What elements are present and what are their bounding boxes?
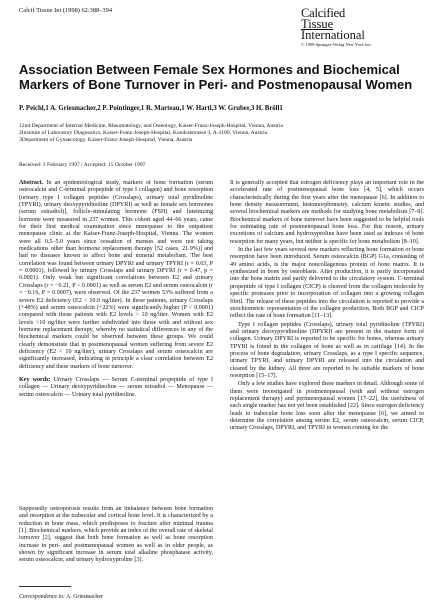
author-list: P. Peichl,1 A. Griesmacher,2 P. Pointinger,1 R. Marteau,1 W. Hartl,3 W. Gruber,3 H. Bröll1 [19, 105, 283, 112]
right-paragraph-1: It is generally accepted that estrogen deficiency plays an important role in the accelerated rate of postmenopausal bone loss [4, 5], which occurs characteristically during the first years after the menopause [6]. In addition to bone density measurement, histomorphometry, calcium kinetic studies, and several biochemical markers are methods for studying bone metabolism [7–9]. Biochemical markers of bone turnover have been suggested to be helpful tools for estimating rate of postmenopausal bone loss. For this reason, urinary excretions of calcium and hydroxyproline have been used as indexes of bone resorption for many years, but neither is specific for bone metabolism [8–10]. [230, 180, 424, 245]
brand-line-2: Tissue [301, 17, 334, 31]
brand-line-3: International [301, 28, 365, 42]
article-title: Association Between Female Sex Hormones and Biochemical Markers of Bone Turnover in Peri- and Postmenopausal Women [19, 62, 413, 92]
affiliation-2: 2Institute of Laboratory Diagnostics, Kaiser-Franz-Joseph-Hospital, Kundratstrasse 3, A-1100, Vienna, Austria [19, 130, 268, 137]
intro-left-column [19, 506, 213, 586]
keywords-text: Urinary Crosslaps — Serum C-terminal propeptide of type I collagen — Urinary deoxypyridinoline — serum estradiol — Menopause — serum osteocalcin — Urinary total pyridinoline. [19, 376, 213, 398]
right-paragraph-2: In the last few years several new markers reflecting bone formation or bone resorption have been introduced. Serum osteocalcin (BGP) G1a, consisting of 49 amino acids, is the major noncollagenous protein of bone matrix. It is synthesized in bone by osteoblasts. After production, it is partly incorporated into the bone matrix and partly delivered to the circulatory system. C-terminal propeptide of type I collagen (CICP) is cleaved from the collagen molecule by specific proteases prior to incorporation of collagen into a growing collagen fibril. The release of these peptides into the circulation is reported to provide a stoichiometric representation of the collagen production. Both BGP and CICP reflect the rate of bone formation [11–13]. [230, 247, 424, 320]
abstract-paragraph [19, 180, 213, 371]
right-column [230, 180, 424, 600]
right-paragraph-4: Only a few studies have explored these markers in detail. Although some of them were investigated in postmenopausal (with and without estrogen replacement therapy) and perimenopausal women [17–22], the usefulness of each single marker has not yet been established [22]. Since estrogen deficiency leads to trabecular bone loss soon after the menopause [6], we aimed to determine the correlation among serum E2, serum osteocalcin, serum CICP, urinary Crosslaps, DPYRI, and TPYRI in women coming for the [230, 381, 424, 432]
abstract-column [19, 180, 213, 495]
affiliations [19, 123, 424, 145]
keywords-label: Key words: [19, 376, 51, 383]
intro-paragraph: Supposedly osteoporosis results from an imbalance between bone formation and resorption at the trabecular and cortical bone level. It is characterized by a reduction in bone mass, which predisposes to fracture after minimal trauma [1]. Biochemical markers, which provide an index of the overall rate of skeletal turnover [2], suggest that both bone formation as well as bone resorption increase in peri- and postmenopausal women as well as in older people, as shown by significant increase in serum total alkaline phosphatase activity, serum osteocalcin, and urinary hydroxyproline [3]. [19, 506, 213, 564]
right-paragraph-3: Type I collagen peptides (Crosslaps), urinary total pyridinoline (TPYRI) and urinary deoxypyridinoline (DPYRI) are present in the mature form of collagen. Urinary DPYRI is reported to be specific for bones, whereas urinary TPYRI is found in the collagen of bone as well as in cartilage [14]. In the process of bone degradation, urinary Crosslaps, as a type I specific sequence, urinary TPYRI, and urinary DPYRI are released into the circulation and cleared by the kidney. All three are reported to be suitable markers of bone resorption [15–17]. [230, 321, 424, 379]
received-dates: Received: 3 February 1997 / Accepted: 15 October 1997 [19, 162, 146, 168]
brand-line-1: Calcified [301, 6, 346, 20]
keywords-paragraph [19, 377, 213, 399]
footnote-separator [19, 586, 71, 587]
affiliation-1: 12nd Department of Internal Medicine, Rheumatology, and Osteology, Kaiser-Franz-Joseph-Hospital, Vienna, Austria [19, 123, 283, 129]
correspondence-line [19, 594, 103, 600]
abstract-label: Abstract. [19, 180, 44, 186]
copyright-line: © 1998 Springer-Verlag New York Inc. [301, 42, 372, 47]
affiliation-3: 3Department of Gynaecology, Kaiser-Franz-Joseph-Hospital, Vienna, Austria [19, 137, 193, 144]
abstract-text: In an epidemiological study, markers of bone formation (serum osteocalcin and C-terminal propeptide of type I collagen) and bone resorption (urinary type I collagen peptides (Crosslaps), urinary total pyridinoline (TPYRI), urinary deoxypyridinoline (DPYRI) as well as female sex hormones (serum estradiol)], follicle-stimulating hormone (FSH) and luteinizing hormone were measured in 237 women. This cohort aged 44–66 years, came for their first medical examination since menopause to the outpatient menopause clinic at the Kaiser-Franz-Joseph-Hospital, Vienna. The women were all 0.5–5.0 years since cessation of menses and were not taking medications other than hormone replacement therapy [52 cases, 21.9%)] and had no diseases known to affect bone and mineral metabolism. The best correlation was found between urinary DPYRI and urinary TPYRI (r = 0.63, P = 0.0001), followed by urinary Crosslaps and urinary DPYRI (r = 0.47, p = 0.0001). Only weak but significant correlations between E2 and urinary Crosslaps (r = −0.21, P < 0.0001) as well as serum E2 and serum osteocalcin (r = −0.16, P = 0.0007), were observed. Of the 237 women 53% suffered from a severe E2 deficiency (E2 < 10.0 ng/liter). In these patients, urinary Crosslaps (+48%) and serum osteocalcin (+22%) were significantly higher (P < 0.0001) compared with those patients with E2 levels > 10 ng/liter. Women with E2 levels >10 ng/liter were further subdivided into those with and without sex hormone replacement therapy, whereby no statistical differences in any of the biochemical markers could be observed between these groups. We could clearly demonstrate that in postmenopausal women suffering from severe E2 deficiency (E2 < 10 ng/liter), urinary Crosslaps and serum osteocalcin are significantly increased, indicating in principle a clear correlation between E2 deficiency and these markers of bone turnover. [19, 180, 213, 370]
journal-brand [301, 8, 423, 48]
correspondence-name: A. Griesmacher [66, 594, 103, 600]
correspondence-label: Correspondence to: [19, 594, 65, 600]
journal-reference: Calcif Tissue Int (1998) 62:388–394 [19, 7, 113, 14]
